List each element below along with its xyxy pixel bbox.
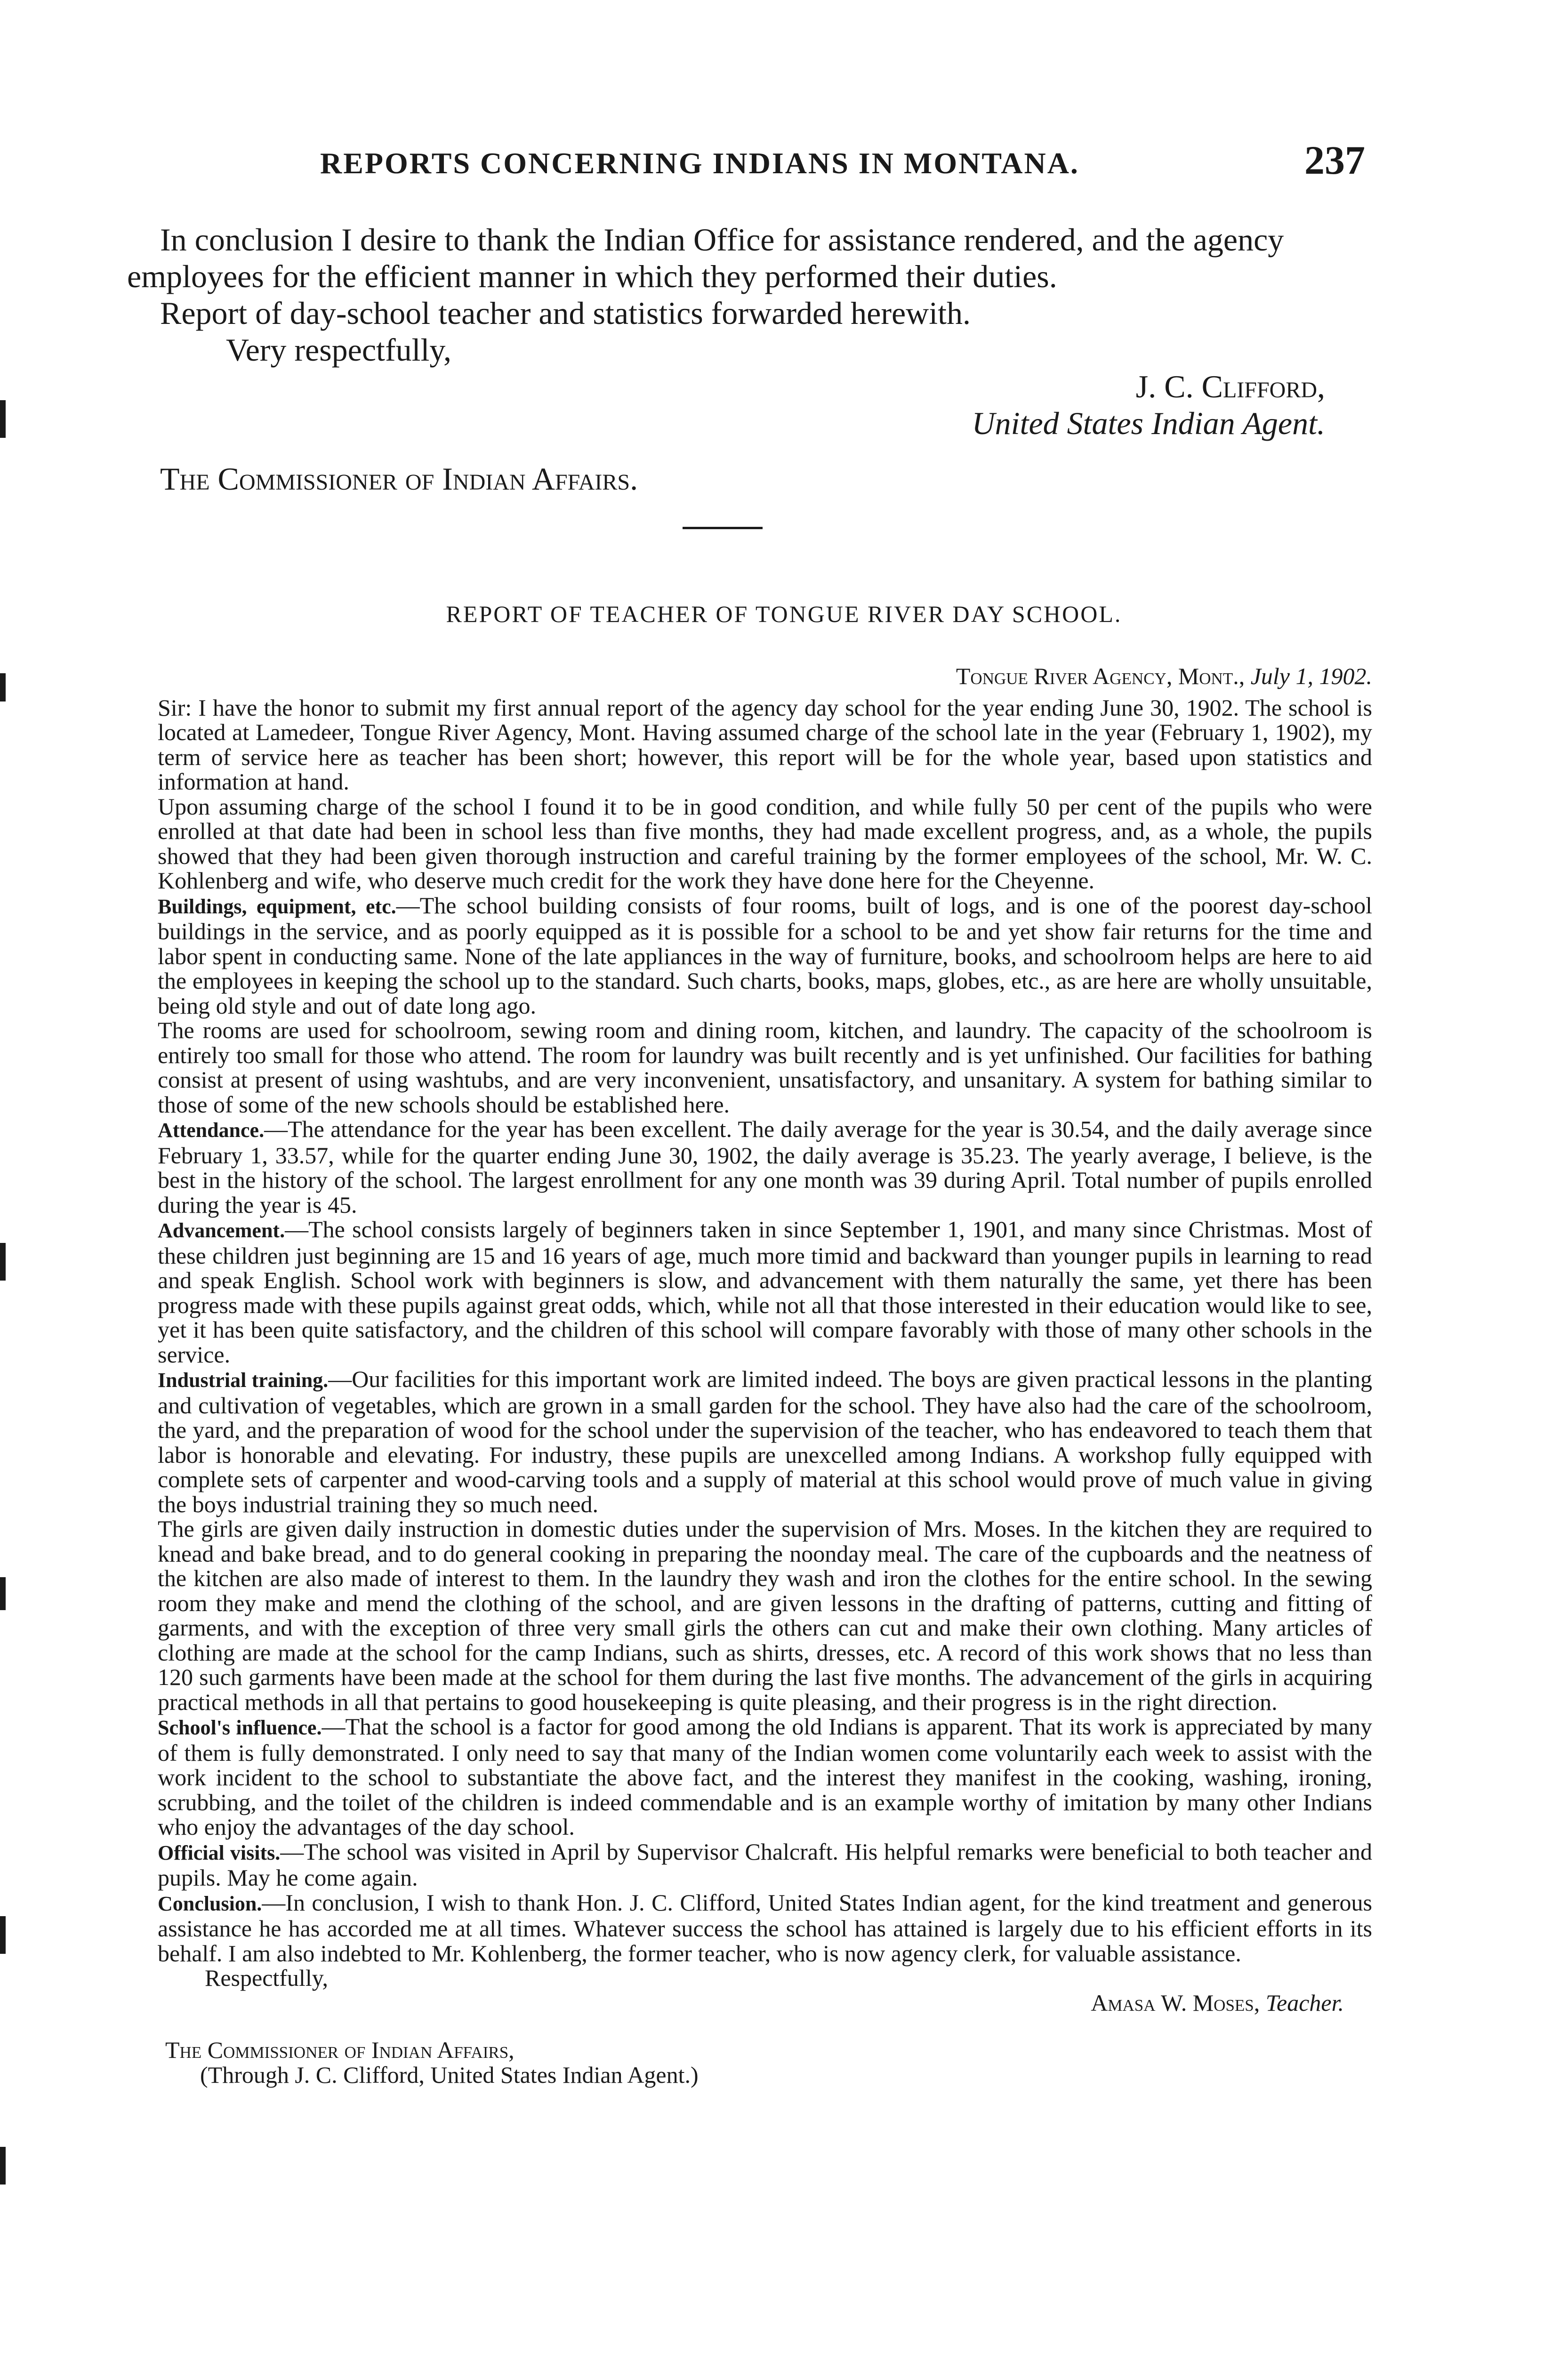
margin-mark [0, 400, 6, 438]
section-text: —That the school is a factor for good among the old Indians is apparent. That its work is appreciated by many of them is fully demonstrated. I only need to say that many of the Indian women come voluntarily each week to assist with the work incident to the school to substantiate the above fact, and the interest they manifest in the cooking, washing, ironing, scrubbing, and the toilet of the children is indeed commendable and is an example worthy of imitation by many other Indians who enjoy the advantages of the day school. [158, 1713, 1372, 1840]
margin-mark [0, 1577, 6, 1610]
report-addressee: The Commissioner of Indian Affairs, [165, 2037, 515, 2063]
section-heading: Attendance. [158, 1119, 265, 1142]
margin-mark [0, 2147, 6, 2185]
report-paragraph: Sir: I have the honor to submit my first annual report of the agency day school for the year ending June 30, 1902. The school is located at Lamedeer, Tongue River Agency, Mont. Having assumed charge of the school late in the year (February 1, 1902), my term of service here as teacher has been short; however, this report will be for the whole year, based upon statistics and information at hand. [158, 694, 1372, 795]
section-heading: Advancement. [158, 1219, 285, 1242]
section-text: —The school building consists of four rooms, built of logs, and is one of the poorest day-school buildings in the service, and as poorly equipped as it is possible for a school to be and yet show fair returns for the time and labor spent in conducting same. None of the late appliances in the way of furniture, books, and schoolroom helps are here to aid the employees in keeping the school up to the standard. Such charts, books, maps, globes, etc., as are here are wholly unsuitable, being old style and out of date long ago. [158, 892, 1372, 1019]
report-paragraph [158, 1890, 1372, 1966]
report-paragraph: The rooms are used for schoolroom, sewing room and dining room, kitchen, and laundry. The capacity of the schoolroom is entirely too small for those who attend. The room for laundry was built recently and is yet unfinished. Our facilities for bathing consist at present of using washtubs, and are very inconvenient, unsatisfactory, and unsanitary. A system for bathing similar to those of some of the new schools should be established here. [158, 1017, 1372, 1118]
report-paragraph [158, 1117, 1372, 1217]
margin-mark [0, 673, 6, 701]
section-text: —In conclusion, I wish to thank Hon. J. C. Clifford, United States Indian agent, for the kind treatment and generous assistance he has accorded me at all times. Whatever success the school has attained is largely due to his efficient efforts in its behalf. I am also indebted to Mr. Kohlenberg, the former teacher, who is now agency clerk, for valuable assistance. [158, 1889, 1372, 1967]
report-signer-role: Teacher. [1265, 1989, 1344, 2016]
report-paragraph [158, 1217, 1372, 1367]
margin-mark [0, 1916, 6, 1954]
letter-closing-phrase: Very respectfully, [226, 332, 451, 368]
report-closing-phrase: Respectfully, [205, 1965, 328, 1991]
report-paragraph [158, 1714, 1372, 1839]
letter-paragraph: In conclusion I desire to thank the Indian Office for assistance rendered, and the agency employees for the efficient manner in which they performed their duties. [127, 222, 1284, 294]
header-title: REPORTS CONCERNING INDIANS IN MONTANA. [320, 146, 1079, 180]
report-title: REPORT OF TEACHER OF TONGUE RIVER DAY SCHOOL. [446, 601, 1122, 627]
section-text: —The attendance for the year has been excellent. The daily average for the year is 30.54, and the daily average since February 1, 33.57, while for the quarter ending June 30, 1902, the daily average is 35.23. The yearly average, I believe, is the best in the history of the school. The largest enrollment for any one month was 39 during April. Total number of pupils enrolled during the year is 45. [158, 1116, 1372, 1218]
report-body [158, 664, 1372, 2087]
section-heading: Conclusion. [158, 1892, 262, 1915]
report-paragraph [158, 1839, 1372, 1890]
page-number: 237 [1304, 137, 1365, 183]
section-text: —The school was visited in April by Supervisor Chalcraft. His helpful remarks were beneficial to both teacher and pupils. May he come again. [158, 1838, 1372, 1891]
report-paragraph [158, 1367, 1372, 1516]
section-heading: Buildings, equipment, etc. [158, 895, 396, 918]
report-through-line: (Through J. C. Clifford, United States Indian Agent.) [200, 2061, 699, 2088]
report-paragraph [158, 893, 1372, 1018]
section-heading: School's influence. [158, 1716, 322, 1739]
report-place: Tongue River Agency, Mont., [956, 663, 1245, 689]
running-header [320, 137, 1365, 193]
report-paragraph: The girls are given daily instruction in domestic duties under the supervision of Mrs. Moses. In the kitchen they are required to knead and bake bread, and to do general cooking in preparing the noonday meal. The care of the cupboards and the neatness of the kitchen are also made of interest to them. In the laundry they wash and iron the clothes for the entire school. In the sewing room they make and mend the clothing of the school, and are given lessons in the drafting of patterns, cutting and fitting of garments, and with the exception of three very small girls the others can cut and make their own clothing. Many articles of clothing are made at the school for the camp Indians, such as shirts, dresses, etc. A record of this work shows that no less than 120 such garments have been made at the school for them during the last five months. The advancement of the girls in acquiring practical methods in all that pertains to good housekeeping is quite pleasing, and their progress is in the right direction. [158, 1516, 1372, 1715]
report-signature [158, 1991, 1344, 2015]
letter-addressee: The Commissioner of Indian Affairs. [160, 461, 638, 497]
margin-mark [0, 1243, 6, 1281]
report-paragraph: Upon assuming charge of the school I found it to be in good condition, and while fully 50 per cent of the pupils who were enrolled at that date had been in school less than five months, they had made excellent progress, and, as a whole, the pupils showed that they had been given thorough instruction and careful training by the former employees of the school, Mr. W. C. Kohlenberg and wife, who deserve much credit for the work they have done here for the Cheyenne. [158, 793, 1372, 894]
section-text: —The school consists largely of beginners taken in since September 1, 1901, and many since Christmas. Most of these children just beginning are 15 and 16 years of age, much more timid and backward than younger pupils in learning to read and speak English. School work with beginners is slow, and advancement with them naturally the same, yet there has been progress made with these pupils against great odds, which, while not all that those interested in their education would like to see, yet it has been quite satisfactory, and the children of this school will compare favorably with those of many other schools in the service. [158, 1216, 1372, 1368]
letter-signer-title: United States Indian Agent. [972, 405, 1325, 441]
letter-paragraph: Report of day-school teacher and statistics forwarded herewith. [160, 295, 971, 331]
letter-closing [127, 221, 1370, 497]
letter-signer: J. C. Clifford, [1135, 369, 1325, 404]
section-divider [683, 527, 763, 529]
report-date: July 1, 1902. [1250, 663, 1372, 689]
section-heading: Industrial training. [158, 1369, 329, 1392]
report-dateline [158, 664, 1372, 689]
report-signer: Amasa W. Moses, [1091, 1989, 1260, 2016]
section-heading: Official visits. [158, 1841, 281, 1864]
section-text: —Our facilities for this important work are limited indeed. The boys are given practical lessons in the planting and cultivation of vegetables, which are grown in a small garden for the school. They have also had the care of the schoolroom, the yard, and the preparation of wood for the school under the supervision of the teacher, who has endeavored to teach them that labor is honorable and elevating. For industry, these pupils are unexcelled among Indians. A workshop fully equipped with complete sets of carpenter and wood-carving tools and a supply of material at this school would prove of much value in giving the boys industrial training they so much need. [158, 1366, 1372, 1517]
